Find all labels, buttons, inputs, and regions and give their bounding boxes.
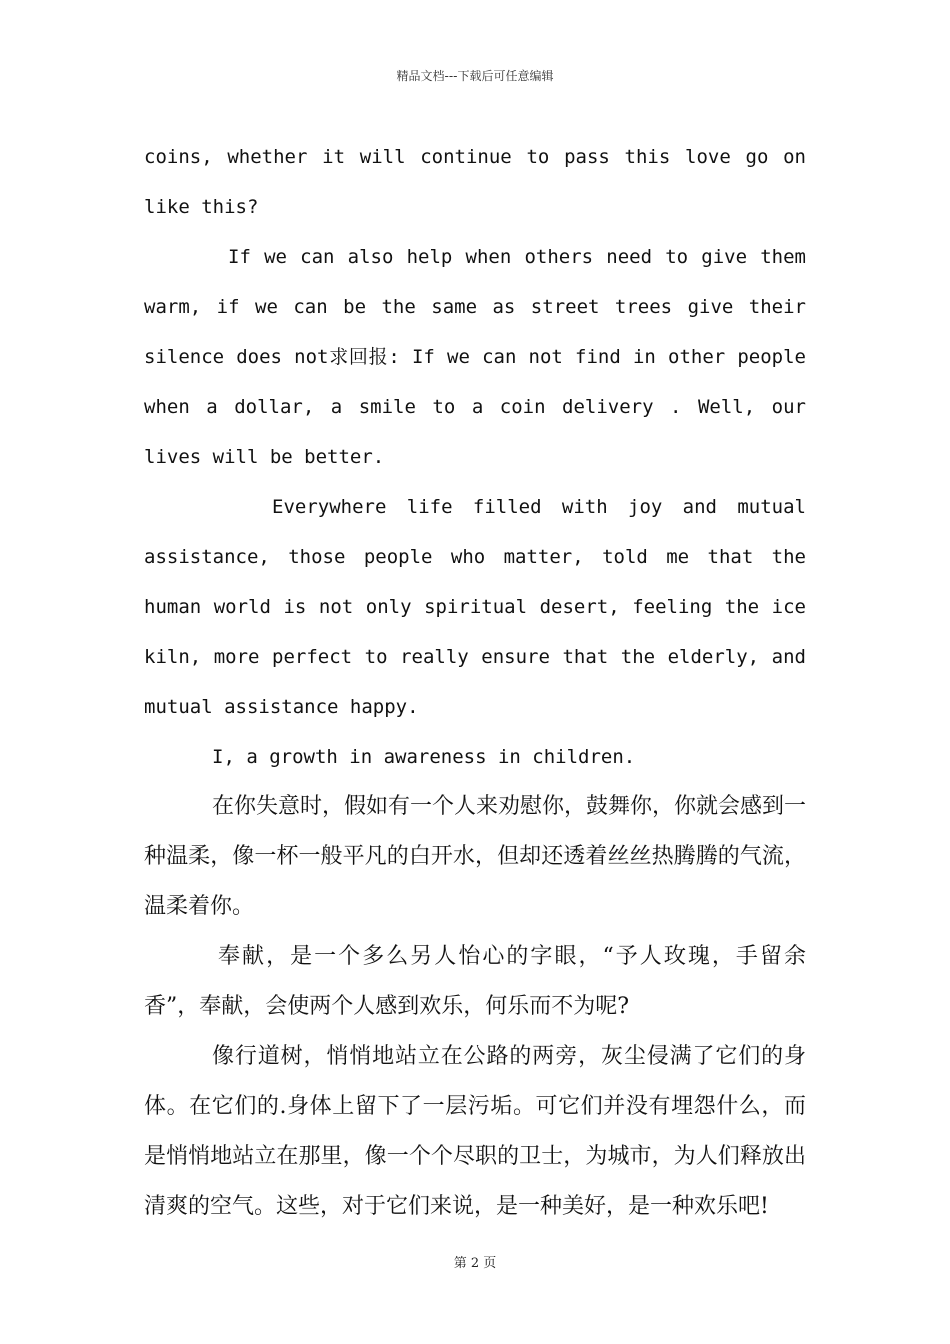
paragraph-dedication: 奉献，是一个多么另人怡心的字眼，“予人玫瑰，手留余香”，奉献，会使两个人感到欢乐，何乐而不为呢?: [144, 944, 806, 1019]
paragraph-comfort: 在你失意时，假如有一个人来劝慰你，鼓舞你，你就会感到一种温柔，像一杯一般平凡的白开水，但却还透着丝丝热腾腾的气流，温柔着你。: [144, 794, 807, 919]
page-header: 精品文档---下载后可任意编辑: [396, 69, 554, 83]
document-body: [144, 132, 806, 1232]
paragraph-help-others: If we can also help when others need to give them warm, if we can be the same as street trees give their silence does not求回报: If we can not find in other people when a dollar, a smile to a coin delivery . Well, our lives will be better.: [144, 246, 806, 468]
paragraph-coins: coins, whether it will continue to pass this love go on like this?: [144, 146, 806, 218]
paragraph-growth-awareness: I, a growth in awareness in children.: [212, 746, 636, 768]
paragraph-everywhere-life: Everywhere life filled with joy and mutual assistance, those people who matter, told me that the human world is not only spiritual desert, feeling the ice kiln, more perfect to really ensure that the elderly, and mutual assistance happy.: [144, 496, 806, 718]
paragraph-street-trees: 像行道树，悄悄地站立在公路的两旁，灰尘侵满了它们的身体。在它们的.身体上留下了一层污垢。可它们并没有埋怨什么，而是悄悄地站立在那里，像一个个尽职的卫士，为城市，为人们释放出清爽的空气。这些，对于它们来说，是一种美好，是一种欢乐吧!: [144, 1044, 806, 1219]
page-number: 第 2 页: [453, 1256, 497, 1271]
